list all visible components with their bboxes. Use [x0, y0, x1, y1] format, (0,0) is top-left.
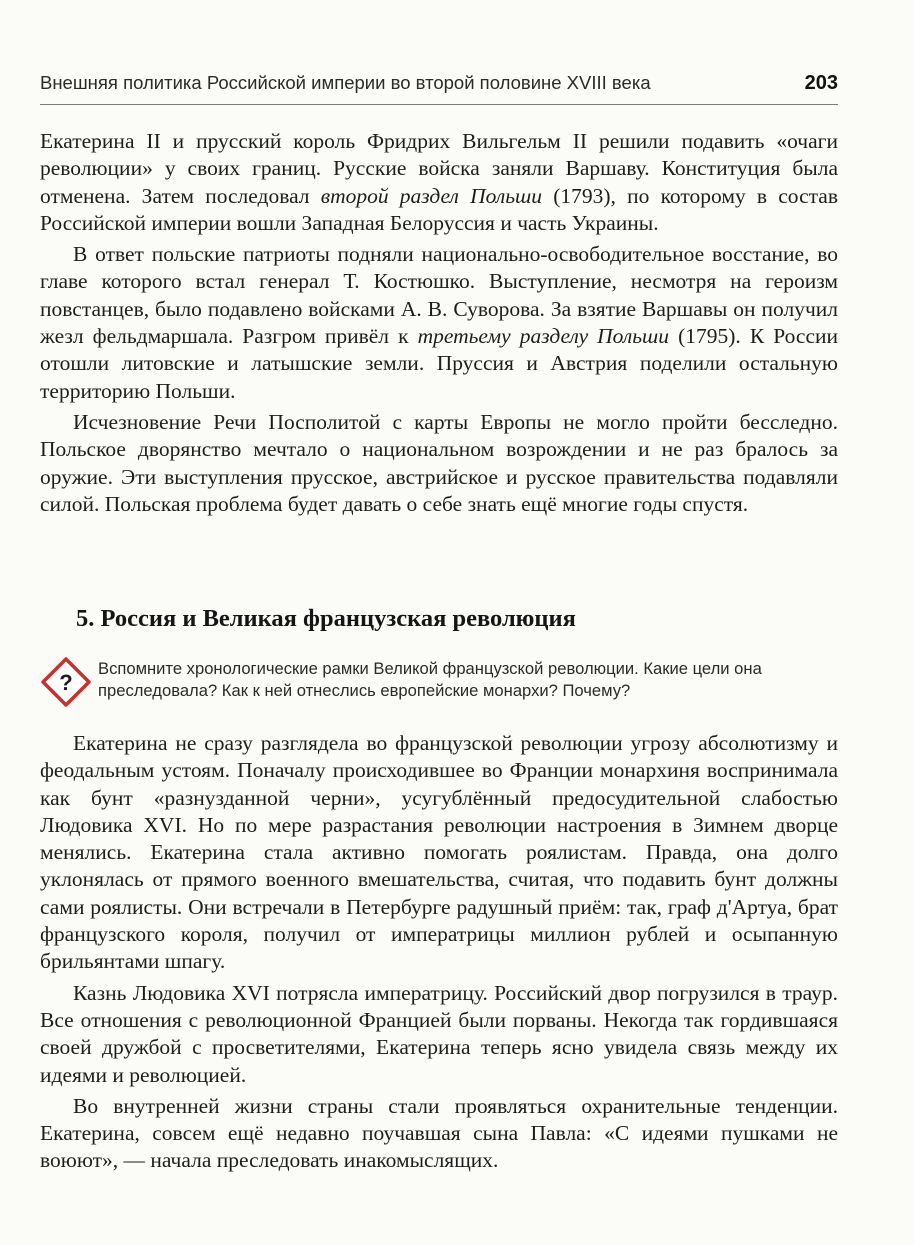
- paragraph: Екатерина II и прусский король Фридрих Вильгельм II решили подавить «очаги революции» у своих границ. Русские войска заняли Варшаву. Конституция была отменена. Затем последовал второй раздел Польши (1793), по которому в состав Российской империи вошли Западная Белоруссия и часть Украины.: [40, 129, 838, 235]
- question-mark-diamond-icon: [40, 656, 92, 708]
- paragraph: Исчезновение Речи Посполитой с карты Европы не могло пройти бесследно. Польское дворянство мечтало о национальном возрождении и не раз бралось за оружие. Эти выступления прусское, австрийское и русское правительства подавляли силой. Польская проблема будет давать о себе знать ещё многие годы спустя.: [40, 409, 838, 516]
- header-divider: [40, 104, 838, 105]
- section-heading: 5. Россия и Великая французская революция: [76, 605, 576, 632]
- text-block-bottom: [40, 730, 838, 1179]
- term-second-partition: второй раздел Польши: [320, 183, 543, 208]
- review-question-box: [40, 652, 840, 714]
- paragraph: Во внутренней жизни страны стали проявляться охранительные тенденции. Екатерина, совсем ещё недавно поучавшая сына Павла: «С идеями пушками не воюют», — начала преследовать инакомыслящих.: [40, 1093, 838, 1173]
- paragraph: Казнь Людовика XVI потрясла императрицу. Российский двор погрузился в траур. Все отношения с революционной Францией были порваны. Некогда так гордившаяся своей дружбой с просветителями, Екатерина теперь ясно увидела связь между их идеями и революцией.: [40, 980, 838, 1087]
- paragraph: Екатерина не сразу разглядела во французской революции угрозу абсолютизму и феодальным устоям. Поначалу происходившее во Франции монархиня воспринимала как бунт «разнузданной черни», усугублённый предосудительной слабостью Людовика XVI. Но по мере разрастания революции настроения в Зимнем дворце менялись. Екатерина стала активно помогать роялистам. Правда, она долго уклонялась от прямого военного вмешательства, считая, что подавить бунт должны сами роялисты. Они встречали в Петербурге радушный приём: так, граф д'Артуа, брат французского короля, получил от императрицы миллион рублей и осыпанную брильянтами шпагу.: [40, 731, 838, 974]
- paragraph: В ответ польские патриоты подняли национально-освободительное восстание, во главе которого встал генерал Т. Костюшко. Выступление, несмотря на героизм повстанцев, было подавлено войсками А. В. Суворова. За взятие Варшавы он получил жезл фельдмаршала. Разгром привёл к третьему разделу Польши (1795). К России отошли литовские и латышские земли. Пруссия и Австрия поделили остальную территорию Польши.: [40, 242, 839, 403]
- svg-text:?: ?: [59, 670, 73, 695]
- page-number: 203: [804, 72, 838, 94]
- term-third-partition: третьему разделу Польши: [417, 324, 670, 349]
- running-header: [40, 72, 838, 95]
- text-block-top: [40, 128, 838, 522]
- question-text: Вспомните хронологические рамки Великой французской революции. Какие цели она преследовала? Как к ней отнеслись европейские монархи? Почему?: [98, 659, 762, 700]
- running-title: Внешняя политика Российской империи во второй половине XVIII века: [40, 72, 651, 93]
